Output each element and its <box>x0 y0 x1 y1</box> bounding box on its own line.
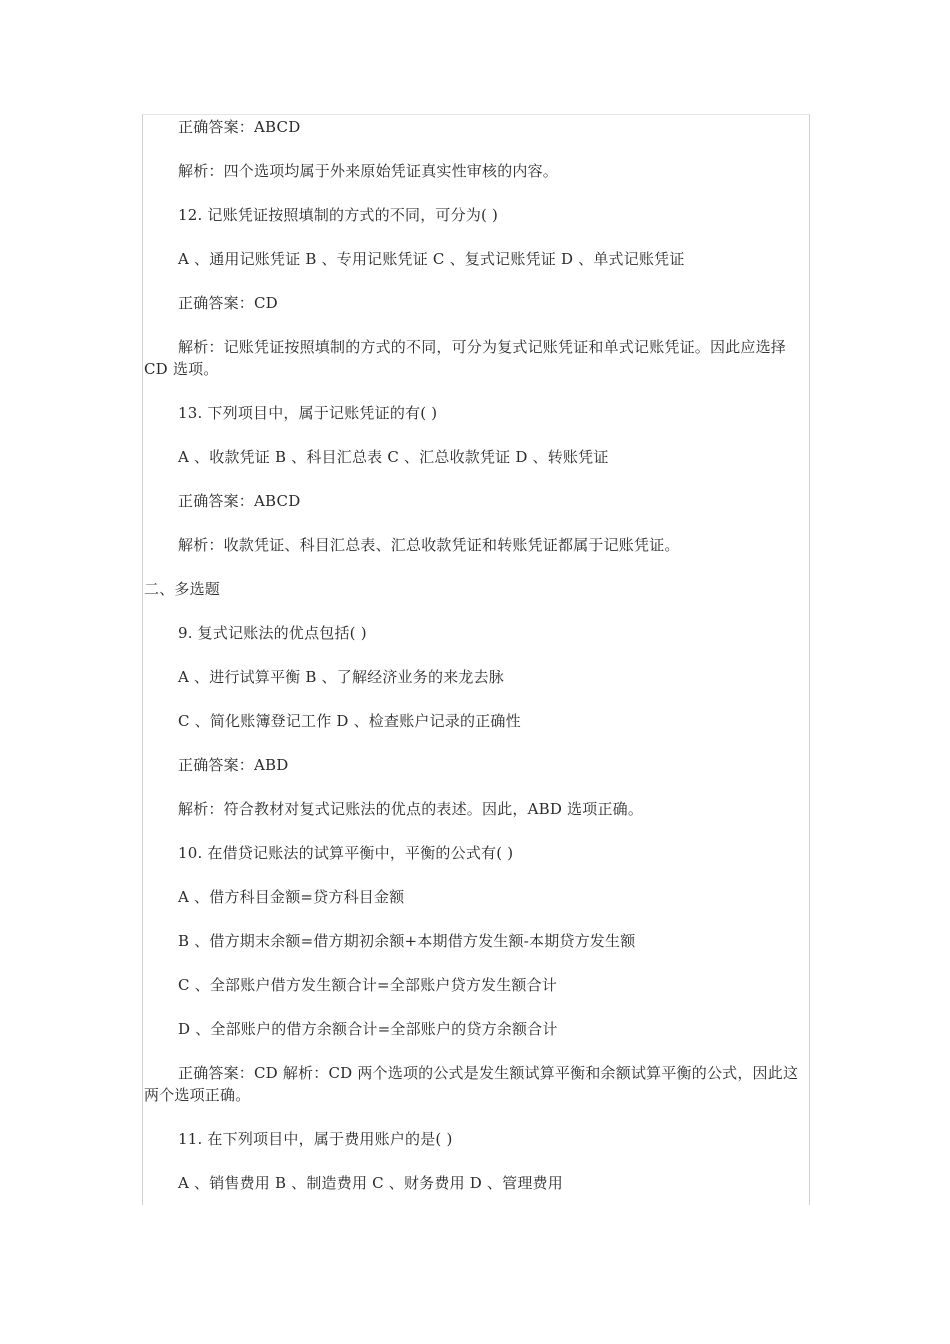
answer-line: 正确答案：ABCD <box>178 118 301 136</box>
question-13-options: A 、收款凭证 B 、科目汇总表 C 、汇总收款凭证 D 、转账凭证 <box>178 448 609 466</box>
analysis-line: 解析：四个选项均属于外来原始凭证真实性审核的内容。 <box>178 162 559 180</box>
question-9-stem: 9. 复式记账法的优点包括( ) <box>178 624 367 642</box>
question-12-stem: 12. 记账凭证按照填制的方式的不同，可分为( ) <box>178 206 499 224</box>
question-10-option-c: C 、全部账户借方发生额合计=全部账户贷方发生额合计 <box>178 976 558 994</box>
question-10-answer-analysis: 正确答案：CD 解析：CD 两个选项的公式是发生额试算平衡和余额试算平衡的公式，因此这两个选项正确。 <box>144 1064 799 1104</box>
question-12-analysis: 解析：记账凭证按照填制的方式的不同，可分为复式记账凭证和单式记账凭证。因此应选择 CD 选项。 <box>144 338 787 378</box>
question-9-answer: 正确答案：ABD <box>178 756 289 774</box>
question-9-options-cd: C 、简化账簿登记工作 D 、检查账户记录的正确性 <box>178 712 521 730</box>
question-13-answer: 正确答案：ABCD <box>178 492 301 510</box>
question-10-option-a: A 、借方科目金额=贷方科目金额 <box>178 888 405 906</box>
page-frame <box>142 114 810 1205</box>
question-13-stem: 13. 下列项目中，属于记账凭证的有( ) <box>178 404 438 422</box>
question-11-stem: 11. 在下列项目中，属于费用账户的是( ) <box>178 1130 453 1148</box>
section-title: 二、多选题 <box>144 580 221 598</box>
question-12-options: A 、通用记账凭证 B 、专用记账凭证 C 、复式记账凭证 D 、单式记账凭证 <box>178 250 685 268</box>
question-10-option-d: D 、全部账户的借方余额合计=全部账户的贷方余额合计 <box>178 1020 558 1038</box>
question-11-options: A 、销售费用 B 、制造费用 C 、财务费用 D 、管理费用 <box>178 1174 563 1192</box>
question-12-answer: 正确答案：CD <box>178 294 278 312</box>
question-10-stem: 10. 在借贷记账法的试算平衡中，平衡的公式有( ) <box>178 844 514 862</box>
question-10-option-b: B 、借方期末余额=借方期初余额+本期借方发生额-本期贷方发生额 <box>178 932 636 950</box>
question-13-analysis: 解析：收款凭证、科目汇总表、汇总收款凭证和转账凭证都属于记账凭证。 <box>178 536 680 554</box>
question-9-analysis: 解析：符合教材对复式记账法的优点的表述。因此，ABD 选项正确。 <box>178 800 644 818</box>
question-9-options-ab: A 、进行试算平衡 B 、了解经济业务的来龙去脉 <box>178 668 504 686</box>
